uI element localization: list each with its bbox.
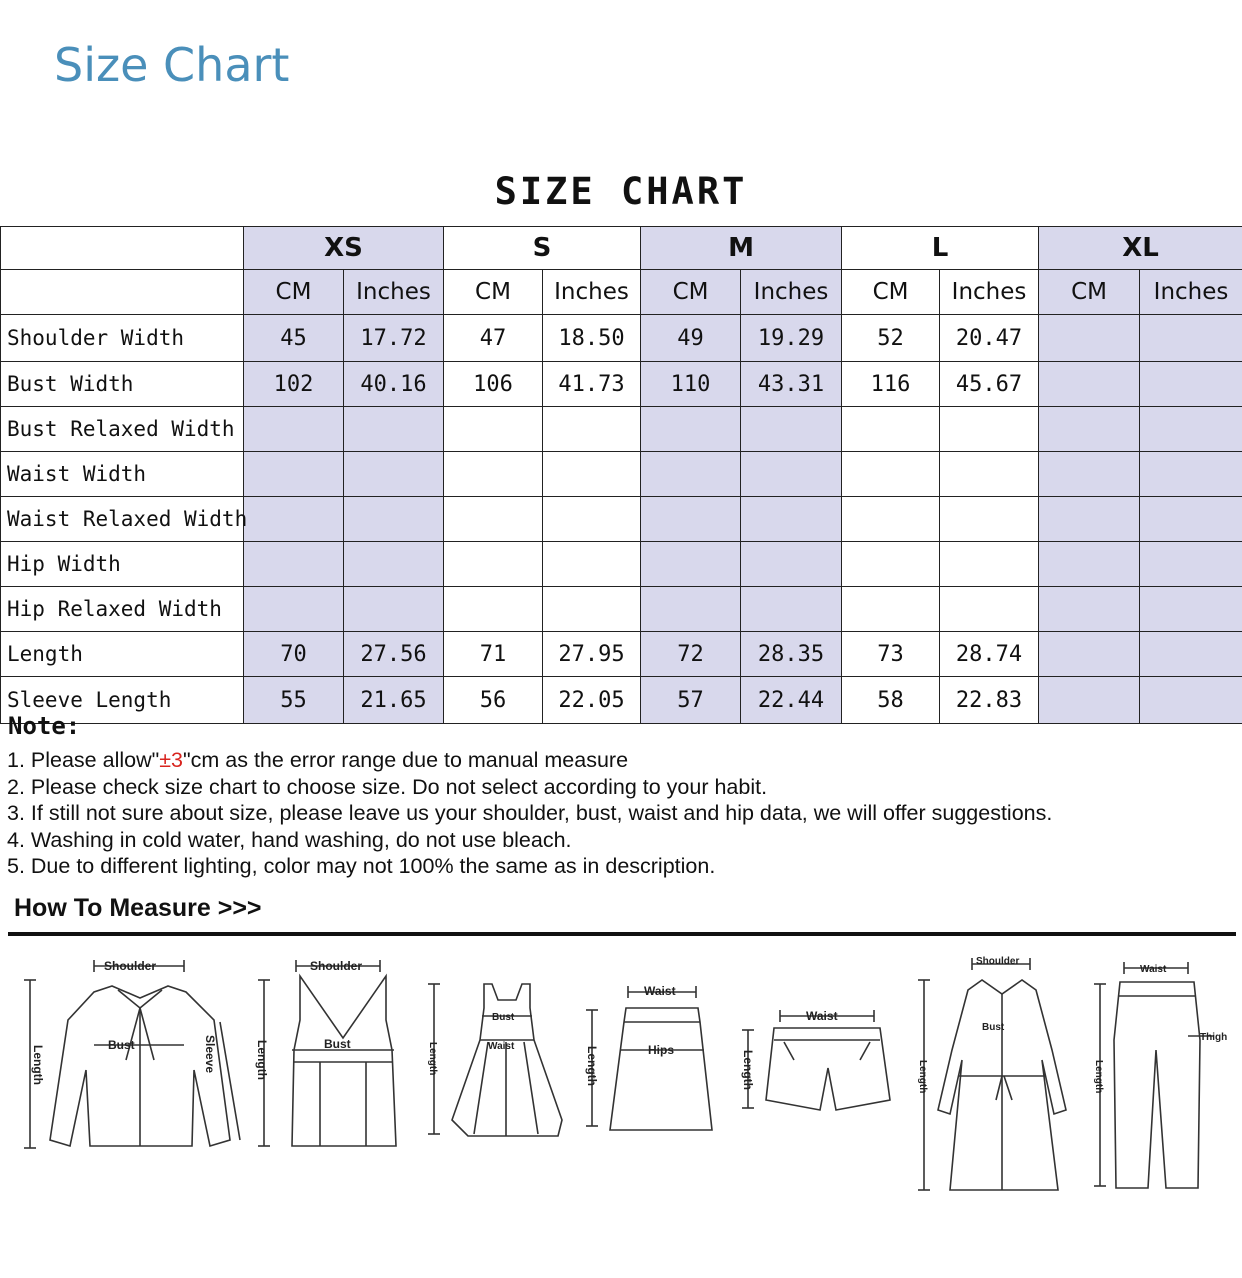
note-item [7, 747, 1052, 774]
table-cell [543, 542, 641, 587]
table-cell: 28.74 [940, 632, 1039, 677]
figure-label: Length [917, 1060, 928, 1094]
unit-corner-cell [1, 270, 244, 315]
table-row [1, 497, 1242, 542]
unit-cm: CM [842, 270, 940, 315]
blouse-icon [14, 950, 244, 1164]
table-cell: 55 [244, 677, 344, 724]
unit-inches: Inches [741, 270, 842, 315]
table-cell [1140, 632, 1242, 677]
unit-cm: CM [641, 270, 741, 315]
row-label: Waist Relaxed Width [1, 497, 244, 542]
unit-cm: CM [1039, 270, 1140, 315]
note-highlight: ±3 [159, 748, 184, 772]
table-cell [543, 452, 641, 497]
figure-label: Bust [982, 1022, 1005, 1033]
table-cell [1140, 452, 1242, 497]
note-text: "cm as the error range due to manual measure [183, 748, 629, 772]
table-cell [1140, 542, 1242, 587]
table-row [1, 362, 1242, 407]
figure-label: Length [255, 1040, 269, 1080]
table-cell [1140, 677, 1242, 724]
table-cell [940, 587, 1039, 632]
figure-label: Length [31, 1045, 45, 1085]
table-cell: 28.35 [741, 632, 842, 677]
how-to-measure-heading: How To Measure >>> [14, 894, 262, 922]
table-row [1, 632, 1242, 677]
table-row [1, 452, 1242, 497]
corner-cell [1, 227, 244, 270]
table-cell [344, 407, 444, 452]
table-cell: 71 [444, 632, 543, 677]
note-text: 5. Due to different lighting, color may not 100% the same as in description. [7, 854, 716, 878]
table-cell [741, 407, 842, 452]
table-cell [344, 587, 444, 632]
table-cell [641, 407, 741, 452]
size-table [0, 226, 1242, 724]
figure-label: Thigh [1200, 1032, 1228, 1043]
skirt-icon [576, 950, 726, 1164]
table-cell [344, 542, 444, 587]
table-cell [842, 497, 940, 542]
table-cell [344, 452, 444, 497]
note-item [7, 853, 1052, 880]
size-header-xs: XS [244, 227, 444, 270]
table-cell [940, 497, 1039, 542]
table-cell: 45.67 [940, 362, 1039, 407]
table-cell [1039, 587, 1140, 632]
figure-label: Length [741, 1050, 755, 1090]
coat-icon [912, 950, 1072, 1204]
table-cell [1039, 452, 1140, 497]
note-item [7, 800, 1052, 827]
note-text: 3. If still not sure about size, please leave us your shoulder, bust, waist and hip data, we will offer suggestions. [7, 801, 1053, 825]
table-row [1, 542, 1242, 587]
table-cell [244, 587, 344, 632]
table-cell [1039, 497, 1140, 542]
divider [8, 932, 1236, 936]
table-cell: 18.50 [543, 315, 641, 362]
figure-label: Length [427, 1042, 438, 1076]
table-cell: 43.31 [741, 362, 842, 407]
table-cell [1140, 587, 1242, 632]
page-title: Size Chart [54, 38, 290, 92]
unit-cm: CM [244, 270, 344, 315]
row-label: Bust Width [1, 362, 244, 407]
table-cell: 22.44 [741, 677, 842, 724]
table-cell [1140, 407, 1242, 452]
table-cell [1039, 315, 1140, 362]
table-cell: 27.95 [543, 632, 641, 677]
figure-label: Shoulder [976, 956, 1020, 967]
table-cell [444, 497, 543, 542]
table-cell [444, 587, 543, 632]
row-label: Sleeve Length [1, 677, 244, 724]
note-text: 4. Washing in cold water, hand washing, do not use bleach. [7, 827, 572, 852]
table-row [1, 677, 1242, 724]
table-cell: 110 [641, 362, 741, 407]
figure-label: Shoulder [104, 959, 157, 973]
table-cell [444, 407, 543, 452]
table-cell [244, 497, 344, 542]
table-cell [842, 452, 940, 497]
table-cell [940, 407, 1039, 452]
table-cell [940, 452, 1039, 497]
table-cell: 52 [842, 315, 940, 362]
row-label: Hip Width [1, 542, 244, 587]
table-cell [1039, 542, 1140, 587]
table-cell [244, 407, 344, 452]
notes-list [7, 747, 1052, 880]
table-cell: 22.83 [940, 677, 1039, 724]
table-cell [1039, 362, 1140, 407]
note-text: 1. Please allow" [7, 748, 160, 772]
table-cell: 19.29 [741, 315, 842, 362]
table-cell: 72 [641, 632, 741, 677]
table-cell [842, 407, 940, 452]
figure-label: Waist [644, 984, 676, 998]
size-header-row [1, 227, 1242, 270]
table-cell [543, 587, 641, 632]
row-label: Bust Relaxed Width [1, 407, 244, 452]
table-cell [741, 587, 842, 632]
table-cell [244, 542, 344, 587]
figure-label: Hips [648, 1043, 675, 1057]
unit-inches: Inches [940, 270, 1039, 315]
table-cell [1140, 362, 1242, 407]
figure-label: Length [1093, 1060, 1104, 1094]
note-text: 2. Please check size chart to choose size. Do not select according to your habit. [7, 774, 768, 799]
table-cell: 58 [842, 677, 940, 724]
table-cell: 21.65 [344, 677, 444, 724]
table-cell [641, 497, 741, 542]
table-cell: 20.47 [940, 315, 1039, 362]
table-cell [244, 452, 344, 497]
table-cell [344, 497, 444, 542]
size-header-s: S [444, 227, 641, 270]
figure-label: Bust [324, 1037, 351, 1051]
table-cell: 17.72 [344, 315, 444, 362]
shorts-icon [734, 950, 904, 1164]
size-header-m: M [641, 227, 842, 270]
unit-inches: Inches [1140, 270, 1242, 315]
figure-label: Waist [806, 1009, 838, 1023]
figure-label: Waist [488, 1041, 515, 1052]
table-row [1, 407, 1242, 452]
unit-cm: CM [444, 270, 543, 315]
table-row [1, 587, 1242, 632]
table-cell [1039, 632, 1140, 677]
size-header-l: L [842, 227, 1039, 270]
table-cell [1039, 677, 1140, 724]
figure-label: Length [585, 1046, 599, 1086]
table-cell [842, 542, 940, 587]
table-cell: 22.05 [543, 677, 641, 724]
dress-icon [418, 950, 568, 1164]
table-cell: 73 [842, 632, 940, 677]
tank-top-icon [250, 950, 400, 1164]
table-cell: 40.16 [344, 362, 444, 407]
table-cell [1039, 407, 1140, 452]
table-cell [641, 452, 741, 497]
table-cell [1140, 497, 1242, 542]
table-cell [444, 542, 543, 587]
table-cell: 70 [244, 632, 344, 677]
row-label: Shoulder Width [1, 315, 244, 362]
table-cell: 41.73 [543, 362, 641, 407]
table-cell: 56 [444, 677, 543, 724]
note-item [7, 827, 1052, 854]
unit-inches: Inches [543, 270, 641, 315]
chart-title: SIZE CHART [494, 170, 748, 213]
table-cell: 49 [641, 315, 741, 362]
table-cell: 116 [842, 362, 940, 407]
table-cell [444, 452, 543, 497]
table-cell [543, 407, 641, 452]
figure-label: Waist [1140, 964, 1167, 975]
note-item [7, 774, 1052, 801]
table-cell: 102 [244, 362, 344, 407]
figure-label: Sleeve [203, 1035, 217, 1074]
size-header-xl: XL [1039, 227, 1242, 270]
table-cell: 57 [641, 677, 741, 724]
unit-inches: Inches [344, 270, 444, 315]
table-cell [641, 587, 741, 632]
size-table-body [1, 315, 1242, 724]
row-label: Waist Width [1, 452, 244, 497]
figure-label: Bust [492, 1012, 515, 1023]
table-cell [641, 542, 741, 587]
table-cell [741, 452, 842, 497]
table-cell [543, 497, 641, 542]
pants-icon [1084, 950, 1234, 1204]
table-cell [741, 542, 842, 587]
table-cell: 47 [444, 315, 543, 362]
table-cell [940, 542, 1039, 587]
row-label: Length [1, 632, 244, 677]
table-cell: 45 [244, 315, 344, 362]
note-heading: Note: [8, 712, 81, 740]
table-cell [842, 587, 940, 632]
table-cell [1140, 315, 1242, 362]
table-cell: 106 [444, 362, 543, 407]
table-cell [741, 497, 842, 542]
table-row [1, 315, 1242, 362]
figure-label: Shoulder [310, 959, 363, 973]
row-label: Hip Relaxed Width [1, 587, 244, 632]
unit-header-row [1, 270, 1242, 315]
figure-label: Bust [108, 1038, 135, 1052]
table-cell: 27.56 [344, 632, 444, 677]
